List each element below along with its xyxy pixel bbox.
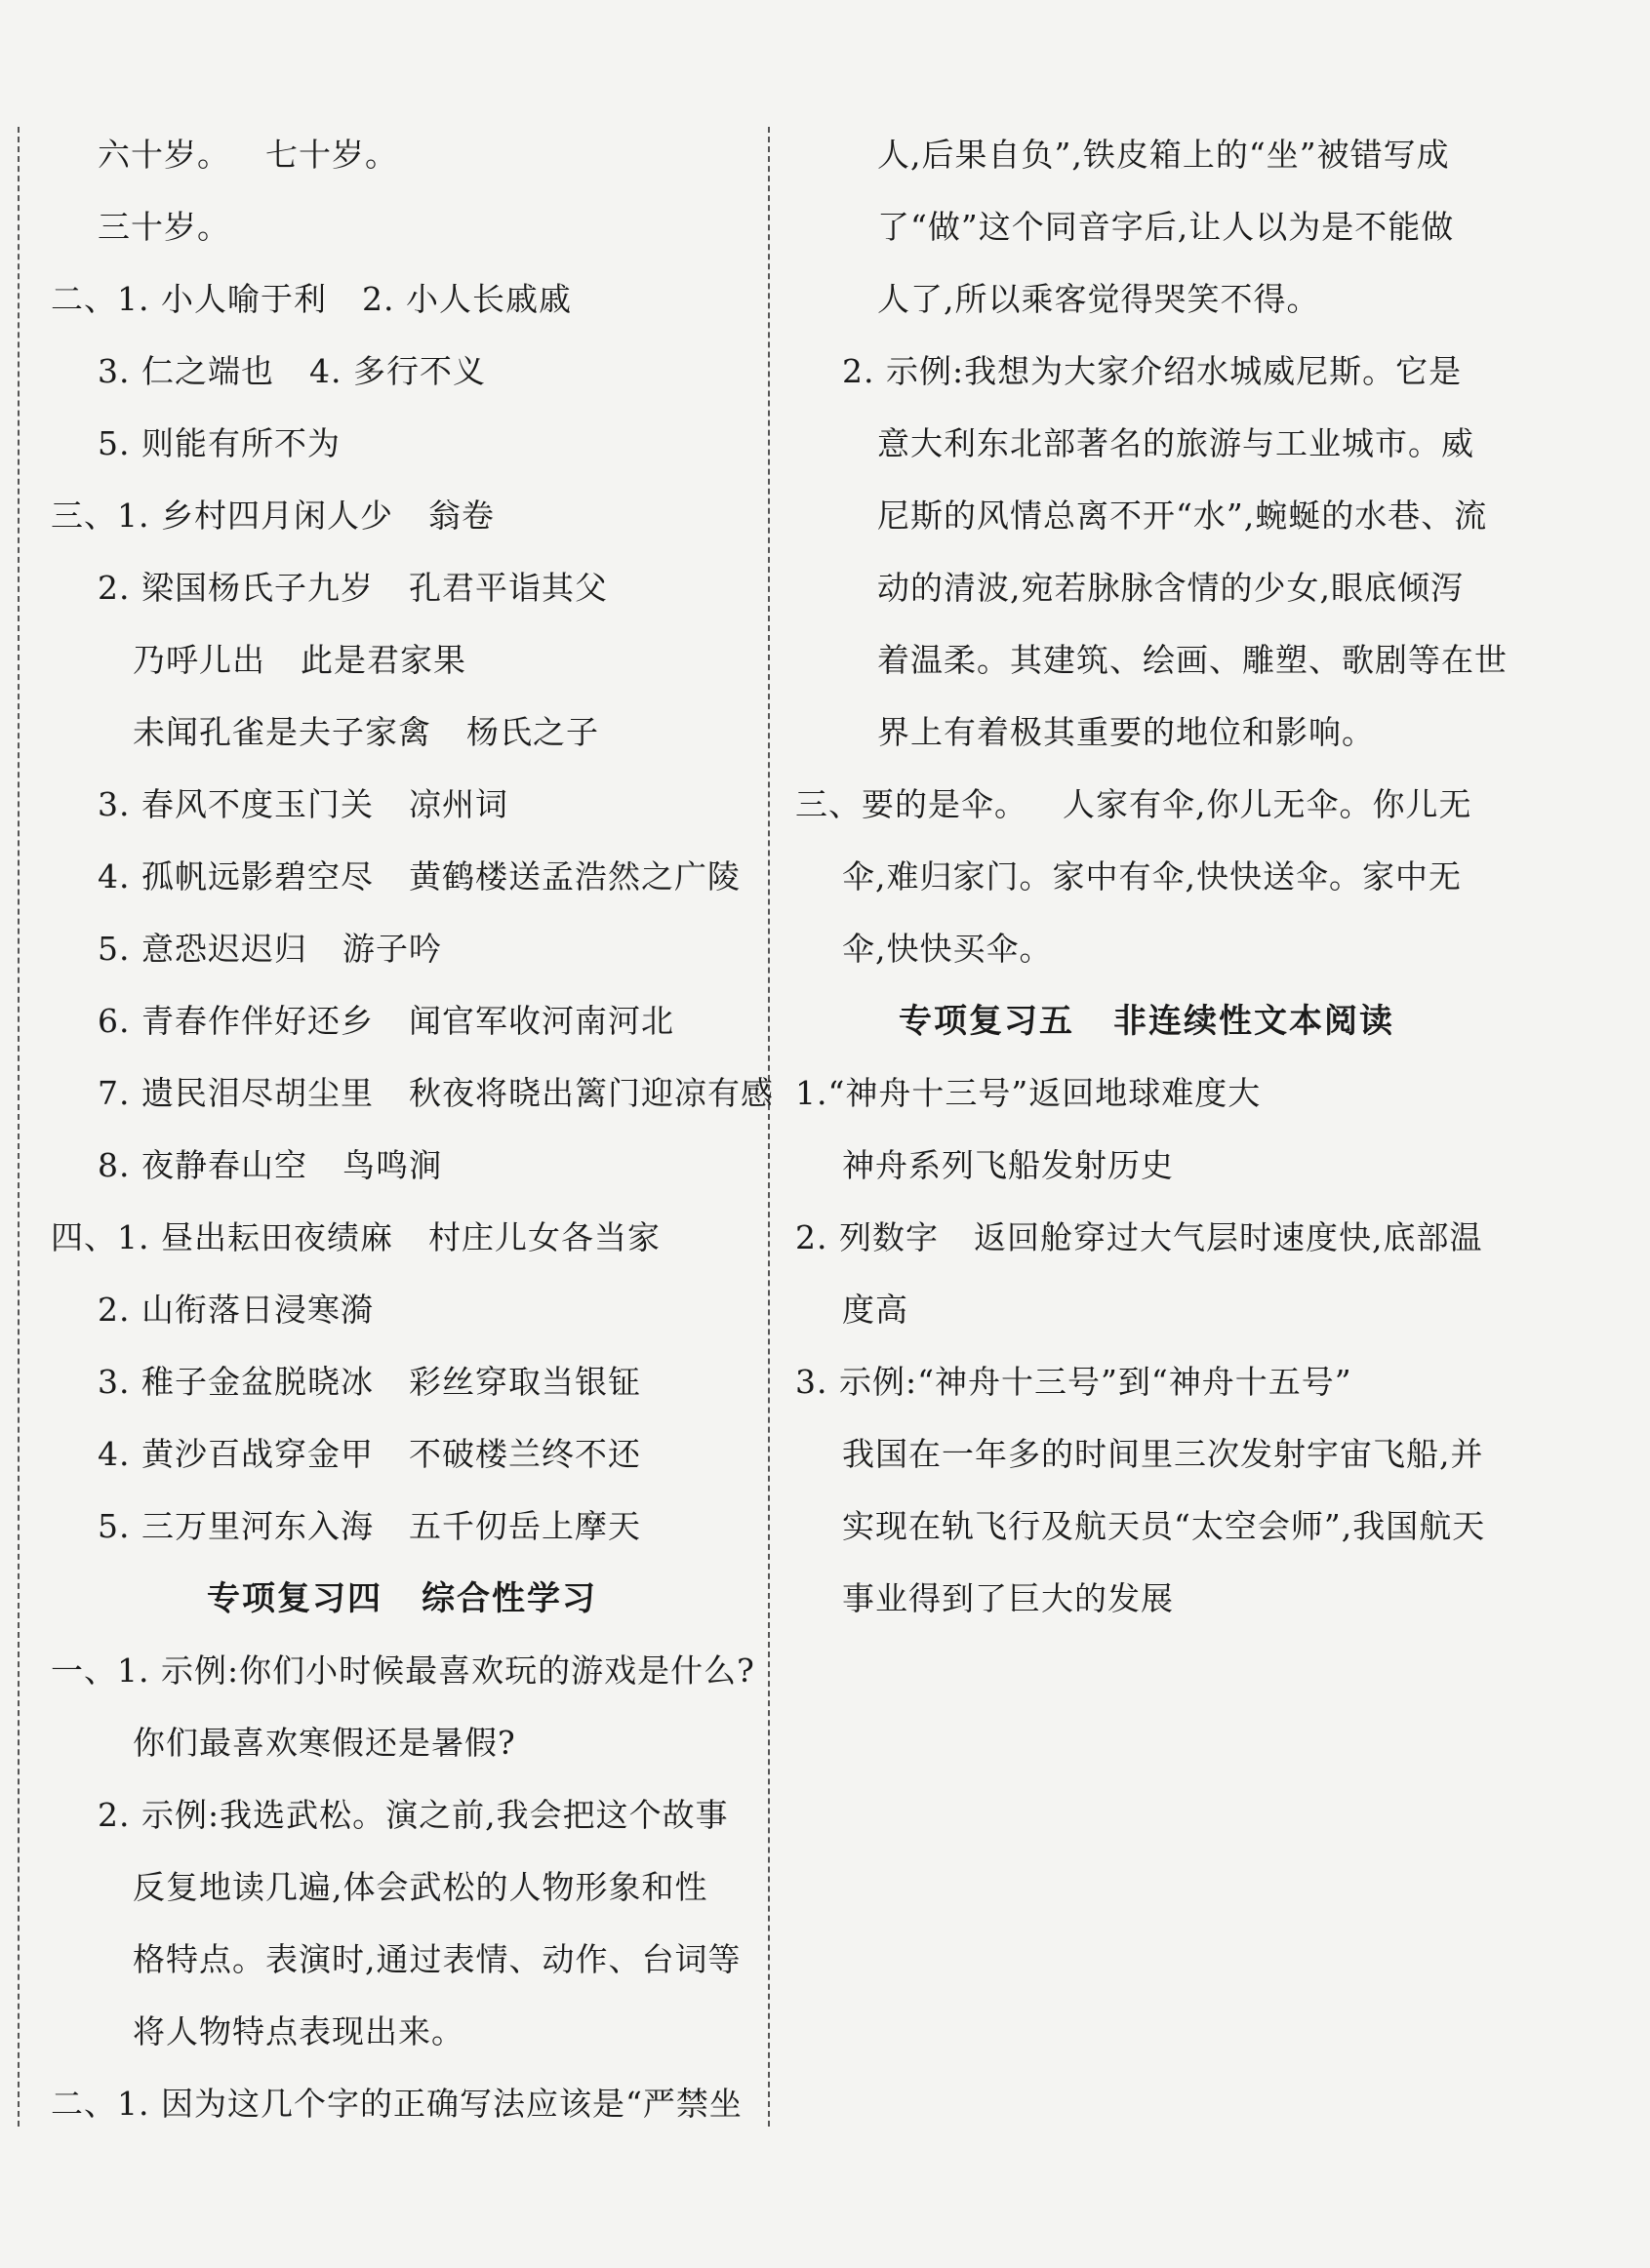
answer-line: 6. 青春作伴好还乡 闻官军收河南河北 (98, 1002, 674, 1040)
answer-line: 7. 遗民泪尽胡尘里 秋夜将晓出篱门迎凉有感 (98, 1074, 774, 1112)
answer-line: 4. 黄沙百战穿金甲 不破楼兰终不还 (98, 1435, 641, 1473)
answer-line: 着温柔。其建筑、绘画、雕塑、歌剧等在世 (877, 641, 1508, 679)
answer-line: 神舟系列飞船发射历史 (842, 1146, 1174, 1184)
answer-line: 意大利东北部著名的旅游与工业城市。威 (877, 424, 1474, 462)
answer-line: 3. 春风不度玉门关 凉州词 (98, 785, 508, 823)
section-2-line: 二、1. 因为这几个字的正确写法应该是“严禁坐 (51, 2085, 743, 2123)
answer-line: 界上有着极其重要的地位和影响。 (877, 713, 1375, 751)
answer-line: 2. 列数字 返回舱穿过大气层时速度快,底部温 (795, 1218, 1483, 1256)
answer-line: 5. 意恐迟迟归 游子吟 (98, 930, 442, 968)
answer-line: 5. 则能有所不为 (98, 424, 341, 462)
answer-line: 你们最喜欢寒假还是暑假? (133, 1724, 516, 1762)
answer-line: 2. 山衔落日浸寒漪 (98, 1291, 374, 1329)
answer-line: 事业得到了巨大的发展 (842, 1579, 1174, 1617)
answer-line: 4. 孤帆远影碧空尽 黄鹤楼送孟浩然之广陵 (98, 857, 741, 895)
left-margin-dashed-line (18, 127, 20, 2127)
answer-line: 尼斯的风情总离不开“水”,蜿蜒的水巷、流 (877, 497, 1488, 535)
answer-line: 了“做”这个同音字后,让人以为是不能做 (877, 208, 1455, 246)
answer-line: 人了,所以乘客觉得哭笑不得。 (877, 280, 1320, 318)
answer-line: 8. 夜静春山空 鸟鸣涧 (98, 1146, 442, 1184)
answer-line: 六十岁。 七十岁。 (98, 136, 398, 174)
answer-line: 1.“神舟十三号”返回地球难度大 (795, 1074, 1262, 1112)
section-2-line: 二、1. 小人喻于利 2. 小人长戚戚 (51, 280, 572, 318)
section-heading-review-5: 专项复习五 非连续性文本阅读 (899, 1002, 1394, 1041)
section-4-line: 四、1. 昼出耘田夜绩麻 村庄儿女各当家 (51, 1218, 661, 1256)
answer-line: 乃呼儿出 此是君家果 (133, 641, 466, 679)
answer-line: 伞,快快买伞。 (842, 930, 1053, 968)
answer-line: 实现在轨飞行及航天员“太空会师”,我国航天 (842, 1507, 1486, 1545)
answer-line: 3. 稚子金盆脱晓冰 彩丝穿取当银钲 (98, 1363, 641, 1401)
section-1-line: 一、1. 示例:你们小时候最喜欢玩的游戏是什么? (51, 1651, 755, 1690)
answer-line: 格特点。表演时,通过表情、动作、台词等 (133, 1940, 742, 1978)
section-3-line: 三、要的是伞。 人家有伞,你儿无伞。你儿无 (795, 785, 1472, 823)
answer-line: 我国在一年多的时间里三次发射宇宙飞船,并 (842, 1435, 1484, 1473)
answer-line: 动的清波,宛若脉脉含情的少女,眼底倾泻 (877, 569, 1464, 607)
answer-line: 伞,难归家门。家中有伞,快快送伞。家中无 (842, 857, 1462, 895)
section-3-line: 三、1. 乡村四月闲人少 翁卷 (51, 497, 495, 535)
answer-line: 三十岁。 (98, 208, 230, 246)
left-column (51, 119, 774, 2140)
answer-line: 3. 仁之端也 4. 多行不义 (98, 352, 486, 390)
answer-line: 将人物特点表现出来。 (133, 2012, 464, 2050)
answer-line: 3. 示例:“神舟十三号”到“神舟十五号” (795, 1363, 1352, 1401)
answer-line: 未闻孔雀是夫子家禽 杨氏之子 (133, 713, 599, 751)
answer-line: 人,后果自负”,铁皮箱上的“坐”被错写成 (877, 136, 1450, 174)
answer-line: 反复地读几遍,体会武松的人物形象和性 (133, 1868, 708, 1906)
answer-line: 5. 三万里河东入海 五千仞岳上摩天 (98, 1507, 641, 1545)
answer-line: 2. 梁国杨氏子九岁 孔君平诣其父 (98, 569, 608, 607)
section-heading-review-4: 专项复习四 综合性学习 (207, 1579, 597, 1618)
answer-line: 2. 示例:我想为大家介绍水城威尼斯。它是 (842, 352, 1463, 390)
answer-line: 度高 (842, 1291, 908, 1329)
right-column (795, 119, 1508, 1635)
answer-line: 2. 示例:我选武松。演之前,我会把这个故事 (98, 1796, 729, 1834)
